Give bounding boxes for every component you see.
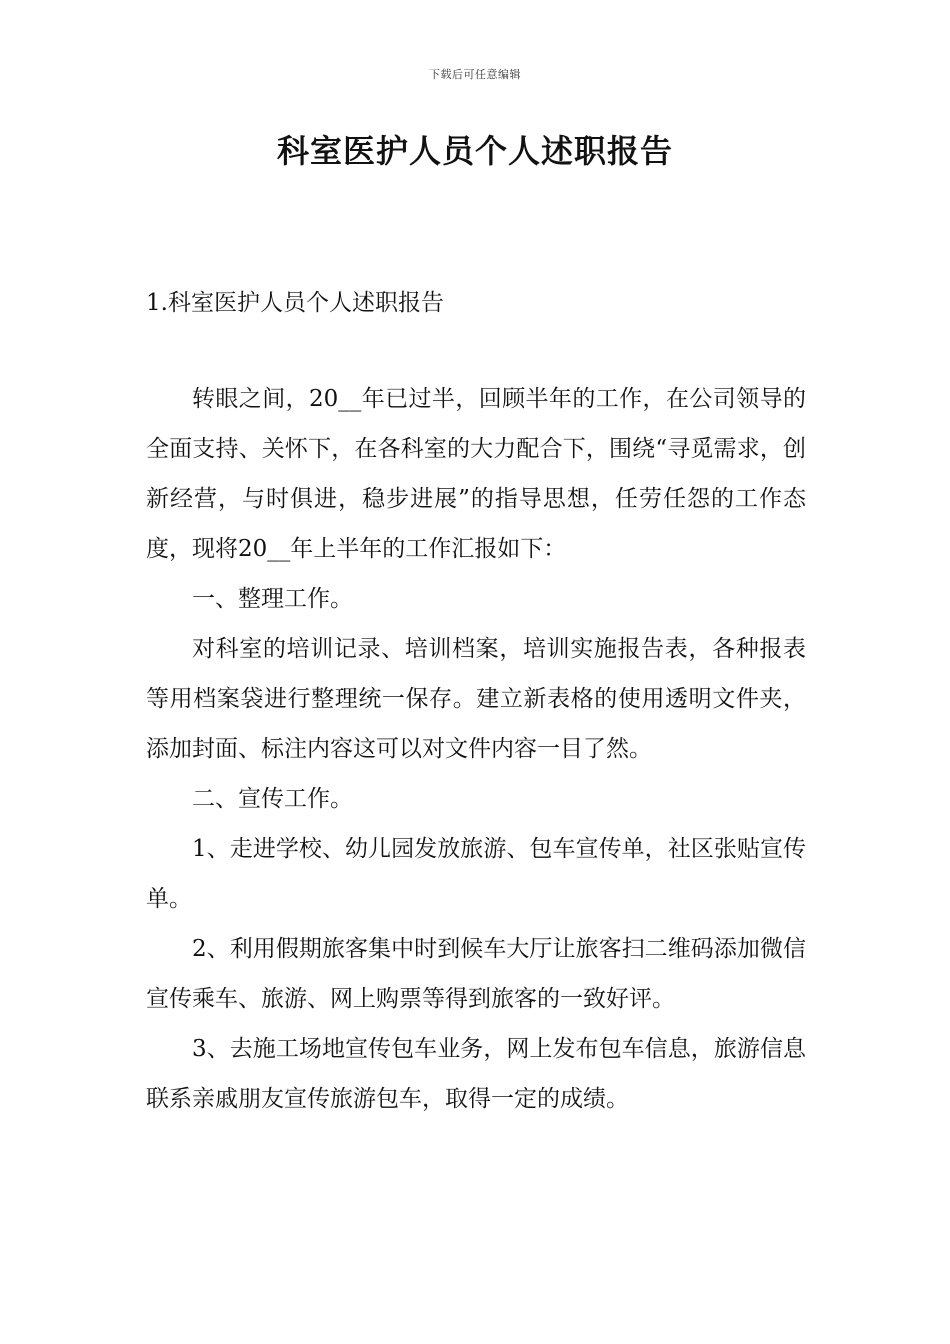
- paragraph-intro: 转眼之间，20__年已过半，回顾半年的工作，在公司领导的全面支持、关怀下，在各科室的大力配合下，围绕“寻觅需求，创新经营，与时俱进，稳步进展”的指导思想，任劳任怨的工作态度，现将20__年上半年的工作汇报如下：: [146, 386, 806, 562]
- paragraph-promotion-item-1: 1、走进学校、幼儿园发放旅游、包车宣传单，社区张贴宣传单。: [146, 836, 806, 912]
- document-body: [146, 374, 806, 1124]
- section-heading: 1.科室医护人员个人述职报告: [146, 290, 444, 316]
- header-note: 下载后可任意编辑: [429, 68, 521, 81]
- heading-organize-work: 一、整理工作。: [192, 586, 353, 612]
- document-title: 科室医护人员个人述职报告: [276, 132, 673, 170]
- paragraph-promotion-item-3: 3、去施工场地宣传包车业务，网上发布包车信息，旅游信息联系亲戚朋友宣传旅游包车，取得一定的成绩。: [146, 1036, 806, 1112]
- paragraph-promotion-item-2: 2、利用假期旅客集中时到候车大厅让旅客扫二维码添加微信宣传乘车、旅游、网上购票等得到旅客的一致好评。: [146, 936, 806, 1012]
- paragraph-organize-work: 对科室的培训记录、培训档案，培训实施报告表，各种报表等用档案袋进行整理统一保存。建立新表格的使用透明文件夹，添加封面、标注内容这可以对文件内容一目了然。: [146, 636, 806, 762]
- heading-promotion-work: 二、宣传工作。: [192, 786, 353, 812]
